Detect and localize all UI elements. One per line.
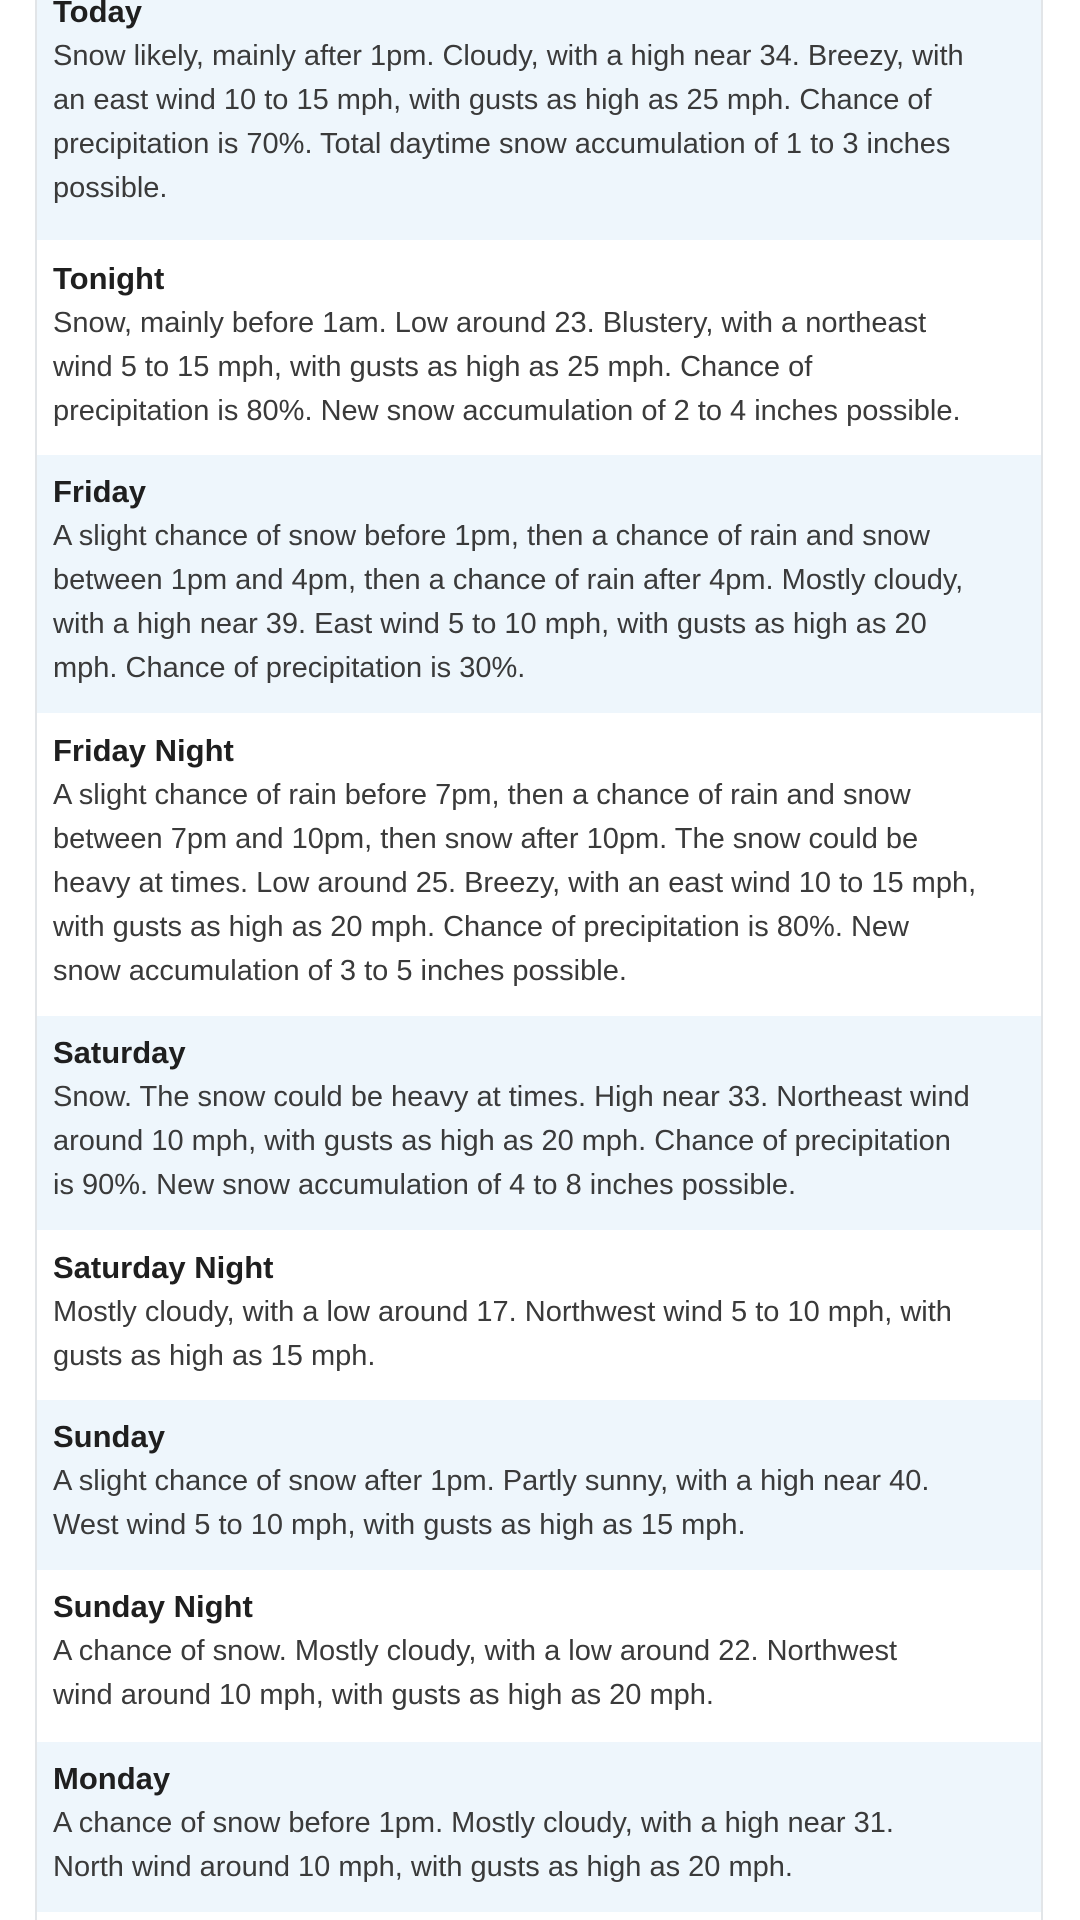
forecast-row-sunday xyxy=(37,1400,1041,1570)
period-name: Saturday Night xyxy=(53,1250,274,1285)
forecast-text-line: Mostly cloudy, with a low around 17. Northwest wind 5 to 10 mph, with xyxy=(53,1296,952,1328)
period-name: Monday xyxy=(53,1761,171,1796)
forecast-text-line: A chance of snow. Mostly cloudy, with a low around 22. Northwest xyxy=(53,1635,898,1667)
forecast-row-today xyxy=(37,0,1041,240)
forecast-text-line: possible. xyxy=(53,172,168,204)
forecast-row-tonight xyxy=(37,240,1041,455)
detailed-forecast-list xyxy=(35,0,1043,1920)
forecast-text-line: A slight chance of snow after 1pm. Partly sunny, with a high near 40. xyxy=(53,1465,930,1497)
forecast-text-line: Snow, mainly before 1am. Low around 23. Blustery, with a northeast xyxy=(53,307,927,339)
forecast-text-line: wind 5 to 15 mph, with gusts as high as 25 mph. Chance of xyxy=(53,351,813,383)
forecast-text-line: an east wind 10 to 15 mph, with gusts as high as 25 mph. Chance of xyxy=(53,84,932,116)
period-name: Friday xyxy=(53,474,147,509)
forecast-text-line: between 1pm and 4pm, then a chance of rain after 4pm. Mostly cloudy, xyxy=(53,564,964,596)
forecast-text-line: mph. Chance of precipitation is 30%. xyxy=(53,652,526,684)
forecast-row-monday xyxy=(37,1742,1041,1912)
forecast-row-friday xyxy=(37,455,1041,713)
forecast-row-friday-night xyxy=(37,713,1041,1016)
forecast-text-line: precipitation is 80%. New snow accumulation of 2 to 4 inches possible. xyxy=(53,395,961,427)
forecast-text-line: gusts as high as 15 mph. xyxy=(53,1340,376,1372)
forecast-row-saturday xyxy=(37,1016,1041,1230)
forecast-text-line: West wind 5 to 10 mph, with gusts as high as 15 mph. xyxy=(53,1509,746,1541)
period-name: Tonight xyxy=(53,261,165,296)
forecast-text-line: with gusts as high as 20 mph. Chance of precipitation is 80%. New xyxy=(53,911,909,943)
forecast-text-line: heavy at times. Low around 25. Breezy, with an east wind 10 to 15 mph, xyxy=(53,867,977,899)
forecast-text-line: with a high near 39. East wind 5 to 10 mph, with gusts as high as 20 xyxy=(53,608,927,640)
forecast-text-line: Snow likely, mainly after 1pm. Cloudy, with a high near 34. Breezy, with xyxy=(53,40,964,72)
forecast-text-line: is 90%. New snow accumulation of 4 to 8 inches possible. xyxy=(53,1169,797,1201)
forecast-row-sunday-night xyxy=(37,1570,1041,1742)
period-name: Saturday xyxy=(53,1035,186,1070)
period-name: Sunday Night xyxy=(53,1589,253,1624)
forecast-text-line: Snow. The snow could be heavy at times. High near 33. Northeast wind xyxy=(53,1081,970,1113)
period-name: Today xyxy=(53,0,142,29)
forecast-text-line: North wind around 10 mph, with gusts as high as 20 mph. xyxy=(53,1851,793,1883)
forecast-text-line: around 10 mph, with gusts as high as 20 mph. Chance of precipitation xyxy=(53,1125,951,1157)
forecast-text-line: wind around 10 mph, with gusts as high as 20 mph. xyxy=(53,1679,714,1711)
forecast-text-line: A slight chance of snow before 1pm, then a chance of rain and snow xyxy=(53,520,930,552)
forecast-row-saturday-night xyxy=(37,1230,1041,1400)
forecast-text-line: A chance of snow before 1pm. Mostly cloudy, with a high near 31. xyxy=(53,1807,894,1839)
period-name: Friday Night xyxy=(53,733,234,768)
forecast-text-line: A slight chance of rain before 7pm, then a chance of rain and snow xyxy=(53,779,911,811)
period-name: Sunday xyxy=(53,1419,165,1454)
forecast-text-line: snow accumulation of 3 to 5 inches possible. xyxy=(53,955,627,987)
forecast-text-line: precipitation is 70%. Total daytime snow accumulation of 1 to 3 inches xyxy=(53,128,951,160)
forecast-text-line: between 7pm and 10pm, then snow after 10pm. The snow could be xyxy=(53,823,919,855)
forecast-row-next xyxy=(37,1912,1041,1920)
